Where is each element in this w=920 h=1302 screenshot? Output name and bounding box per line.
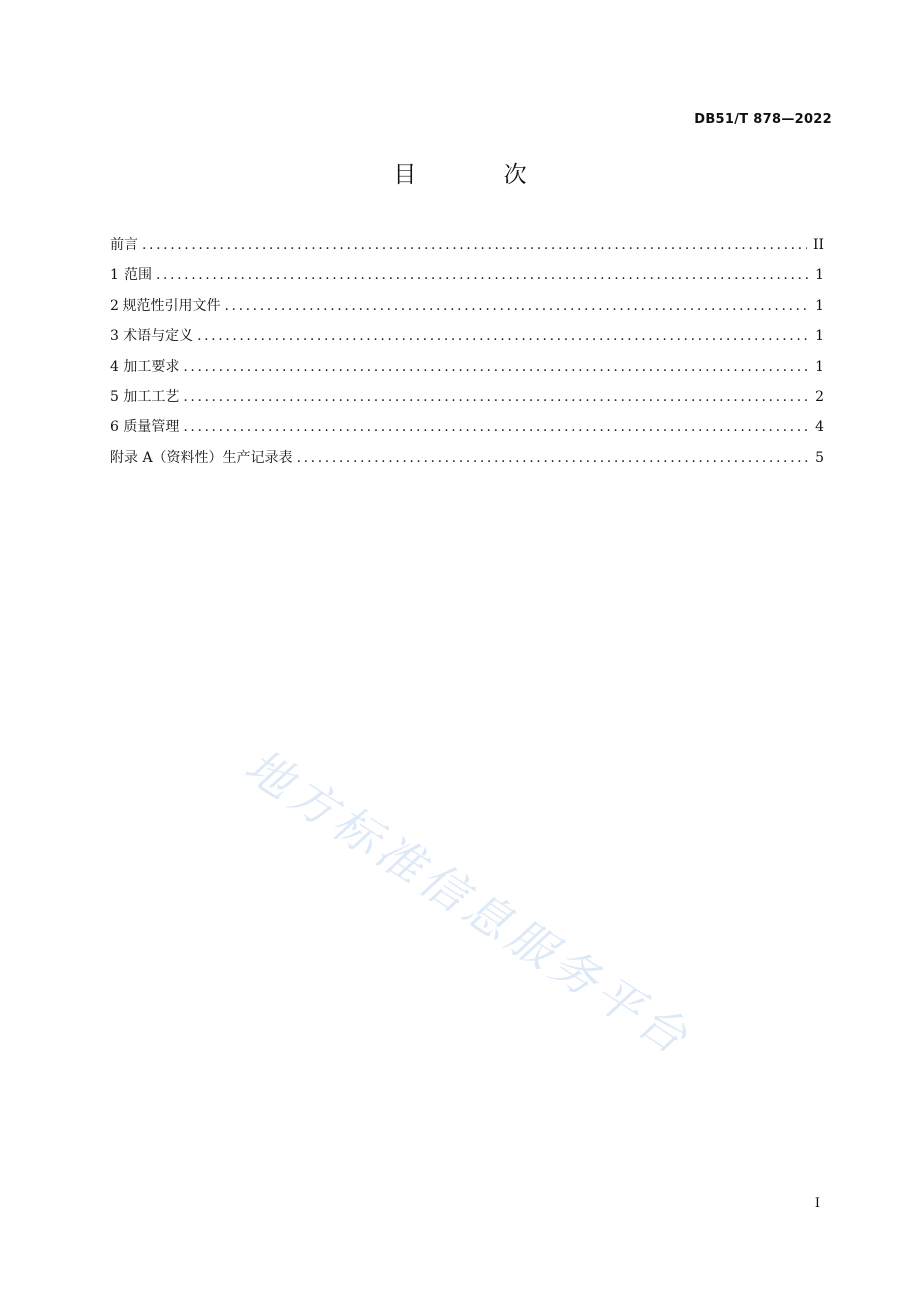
toc-item-page: 1 — [815, 358, 824, 375]
toc-item-page: 4 — [815, 419, 824, 436]
toc-item-label: 加工工艺 — [123, 388, 180, 405]
toc-item-label: 质量管理 — [123, 419, 180, 436]
toc-leader-dots — [183, 415, 809, 439]
toc-item-page: 1 — [815, 267, 824, 284]
toc-item-quality-management[interactable] — [110, 415, 824, 445]
toc-item-number: 2 — [110, 297, 119, 314]
page-title: 目 次 — [393, 162, 567, 188]
toc-item-page: II — [812, 237, 824, 253]
toc-item-number: 6 — [110, 419, 119, 436]
toc-item-label: 范围 — [123, 267, 152, 284]
toc-item-processing-requirements[interactable] — [110, 355, 824, 385]
toc-item-scope[interactable] — [110, 263, 824, 293]
toc-leader-dots — [224, 294, 809, 318]
toc-leader-dots — [183, 355, 809, 379]
toc-item-label: 术语与定义 — [123, 328, 194, 345]
toc-item-normative-references[interactable] — [110, 294, 824, 324]
toc-item-appendix-a[interactable] — [110, 446, 824, 476]
toc-item-page: 2 — [815, 388, 824, 405]
toc-item-terms-definitions[interactable] — [110, 324, 824, 354]
toc-item-page: 5 — [815, 449, 824, 466]
toc-leader-dots — [142, 233, 807, 257]
watermark: 地方标准信息服务平台 — [235, 738, 702, 1067]
document-code: DB51/T 878—2022 — [694, 112, 832, 127]
toc-leader-dots — [197, 324, 809, 348]
toc-item-label: 前言 — [110, 237, 138, 253]
toc-item-label: 加工要求 — [123, 358, 180, 375]
toc-item-number: 1 — [110, 267, 119, 284]
toc-item-preface[interactable] — [110, 233, 824, 263]
toc-item-number: 3 — [110, 328, 119, 345]
toc-item-label: 规范性引用文件 — [122, 297, 221, 314]
toc-leader-dots — [297, 446, 810, 470]
table-of-contents — [110, 233, 824, 476]
toc-item-number: 5 — [110, 388, 119, 405]
toc-leader-dots — [183, 385, 809, 409]
toc-item-processing-technology[interactable] — [110, 385, 824, 415]
toc-leader-dots — [156, 263, 809, 287]
toc-item-page: 1 — [815, 297, 824, 314]
toc-item-number: 4 — [110, 358, 119, 375]
toc-item-label: 附录 A（资料性）生产记录表 — [110, 449, 293, 466]
footer-page-number: I — [814, 1196, 820, 1211]
toc-item-page: 1 — [815, 328, 824, 345]
